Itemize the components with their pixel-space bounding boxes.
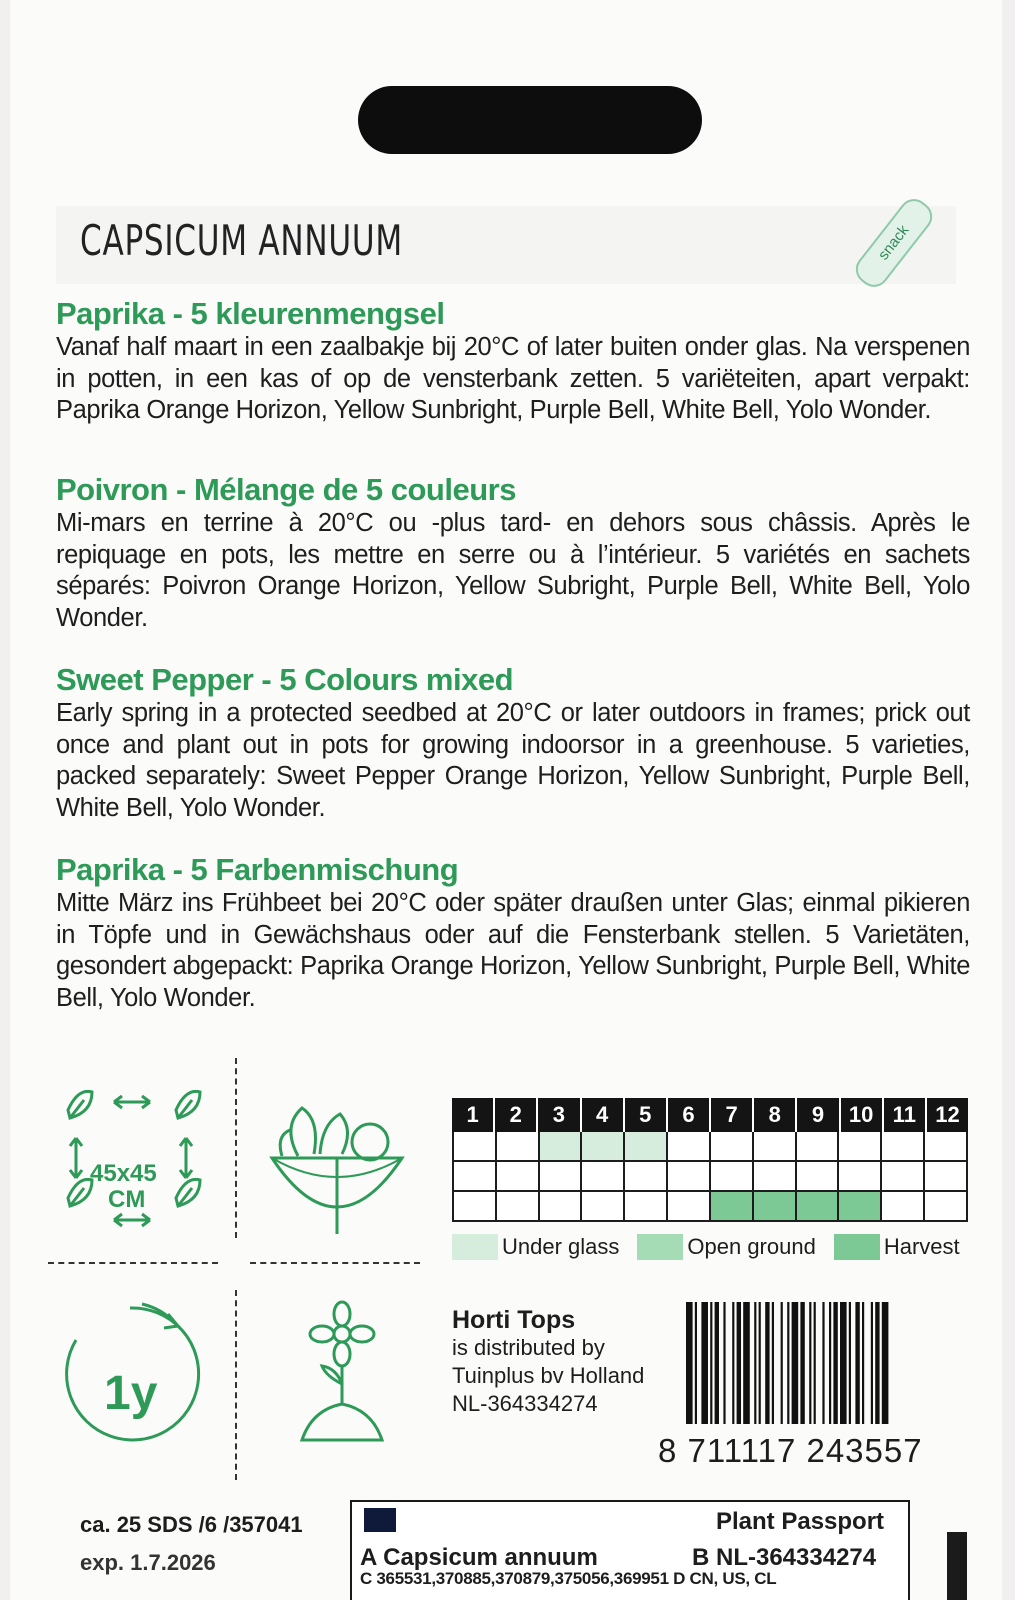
calendar-cell-under-glass — [754, 1132, 797, 1162]
barcode-bar — [715, 1302, 719, 1424]
spacing-unit: CM — [108, 1186, 146, 1213]
distributor-line: Tuinplus bv Holland — [452, 1363, 645, 1388]
barcode-bar — [781, 1302, 783, 1424]
divider-horizontal — [48, 1262, 218, 1264]
legend-swatch-open-ground — [637, 1234, 683, 1260]
barcode-bar — [701, 1302, 708, 1424]
species-name: CAPSICUM ANNUUM — [80, 216, 403, 265]
section-body: Mi-mars en terrine à 20°C ou -plus tard- en dehors sous châssis. Après le repiquage en pots, les mettre en serre ou à l’intérieur. 5 variétés en sachets séparés: Poivron Orange Horizon, Yellow Subright, Purple Bell, White Bell, Yolo Wonder. — [56, 509, 970, 632]
calendar-cell-open-ground — [839, 1162, 882, 1192]
calendar-cell-open-ground — [668, 1162, 711, 1192]
calendar-cell-under-glass — [668, 1132, 711, 1162]
section-french — [56, 472, 970, 634]
distributor-line: is distributed by — [452, 1335, 605, 1360]
snack-badge: snack — [850, 193, 938, 293]
calendar-cell-under-glass — [711, 1132, 754, 1162]
section-body: Mitte März ins Frühbeet bei 20°C oder später draußen unter Glas; einmal pikieren in Töpfe und in Gewächshaus oder auf die Fensterbank stellen. 5 Varietäten, gesondert abgepackt: Paprika Orange Horizon, Yellow Sunbright, Purple Bell, White Bell, Yolo Wonder. — [56, 889, 970, 1012]
barcode-bar — [822, 1302, 824, 1424]
legend-open-ground: Open ground — [687, 1234, 816, 1259]
barcode-bar — [809, 1302, 811, 1424]
barcode-digits: 8 711117 243557 — [658, 1432, 923, 1469]
barcode-bar — [829, 1302, 831, 1424]
distributor-block — [452, 1306, 644, 1418]
barcode-bar — [765, 1302, 769, 1424]
section-heading: Sweet Pepper - 5 Colours mixed — [56, 662, 514, 697]
passport-traceability: C 365531,370885,370879,375056,369951 D CN, US, CL — [360, 1569, 777, 1588]
calendar-month: 11 — [884, 1098, 927, 1132]
expiry-date: exp. 1.7.2026 — [80, 1550, 216, 1575]
passport-title: Plant Passport — [716, 1508, 885, 1535]
section-german — [56, 852, 970, 1014]
calendar-cell-open-ground — [540, 1162, 583, 1192]
calendar-cell-open-ground — [925, 1162, 968, 1192]
barcode-bar — [737, 1302, 741, 1424]
section-english — [56, 662, 970, 824]
barcode-bar — [875, 1302, 879, 1424]
barcode-bar — [871, 1302, 873, 1424]
barcode-bar — [723, 1302, 725, 1424]
calendar-month: 5 — [625, 1098, 668, 1132]
calendar-cell-under-glass — [797, 1132, 840, 1162]
calendar-cell-open-ground — [497, 1162, 540, 1192]
calendar-cell-harvest — [497, 1192, 540, 1222]
legend-harvest: Harvest — [883, 1234, 960, 1259]
spacing-value: 45x45 — [90, 1160, 157, 1187]
legend-under-glass: Under glass — [502, 1234, 620, 1259]
calendar-cell-harvest — [452, 1192, 497, 1222]
divider-horizontal — [250, 1262, 420, 1264]
barcode-bar — [743, 1302, 750, 1424]
barcode-bar — [772, 1302, 774, 1424]
calendar-cell-harvest — [797, 1192, 840, 1222]
vegetable-bowl-icon — [262, 1096, 412, 1246]
calendar-cell-under-glass — [882, 1132, 925, 1162]
section-body: Early spring in a protected seedbed at 20°C or later outdoors in frames; prick out once and plant out in pots for growing indoorsor in a greenhouse. 5 varieties, packed separately: Sweet Pepper Orange Horizon, Yellow Sunbright, Purple Bell, White Bell, Yolo Wonder. — [56, 699, 970, 822]
calendar-cell-harvest — [711, 1192, 754, 1222]
calendar-cell-open-ground — [711, 1162, 754, 1192]
calendar-legend — [452, 1234, 978, 1260]
calendar-month: 4 — [582, 1098, 625, 1132]
calendar-cell-open-ground — [452, 1162, 497, 1192]
distributor-line: NL-364334274 — [452, 1391, 598, 1416]
divider-vertical — [235, 1290, 237, 1480]
barcode-bar — [840, 1302, 847, 1424]
barcode-bar — [882, 1302, 889, 1424]
calendar-cell-under-glass — [540, 1132, 583, 1162]
lot-number: ca. 25 SDS /6 /357041 — [80, 1512, 303, 1537]
barcode-bar — [792, 1302, 799, 1424]
calendar-cell-open-ground — [797, 1162, 840, 1192]
brand-name: Horti Tops — [452, 1306, 576, 1334]
calendar-cell-harvest — [754, 1192, 797, 1222]
cycle-label: 1y — [104, 1367, 158, 1420]
barcode-bar — [849, 1302, 851, 1424]
calendar-month: 12 — [927, 1098, 968, 1132]
calendar-month: 8 — [754, 1098, 797, 1132]
calendar-cell-harvest — [625, 1192, 668, 1222]
section-dutch — [56, 296, 970, 427]
barcode-bar — [695, 1302, 697, 1424]
barcode-bar — [787, 1302, 789, 1424]
calendar-month: 3 — [538, 1098, 581, 1132]
calendar-cell-under-glass — [925, 1132, 968, 1162]
barcode-bar — [732, 1302, 734, 1424]
barcode-bar — [855, 1302, 859, 1424]
calendar-month: 2 — [495, 1098, 538, 1132]
barcode-bar — [759, 1302, 761, 1424]
hang-hole — [358, 86, 702, 154]
calendar-months — [452, 1098, 968, 1132]
barcode-bar — [833, 1302, 837, 1424]
calendar-row-under-glass — [452, 1132, 968, 1162]
barcode-bar — [710, 1302, 712, 1424]
calendar-cell-harvest — [540, 1192, 583, 1222]
section-body: Vanaf half maart in een zaalbakje bij 20°C of later buiten onder glas. Na verspenen in potten, in een kas of op de vensterbank zetten. 5 variëteiten, apart verpakt: Paprika Orange Horizon, Yellow Sunbright, Purple Bell, White Bell, Yolo Wonder. — [56, 333, 970, 424]
calendar-month: 10 — [841, 1098, 884, 1132]
calendar-month: 7 — [711, 1098, 754, 1132]
passport-botanical-name: A Capsicum annuum — [360, 1544, 598, 1571]
calendar-cell-harvest — [925, 1192, 968, 1222]
section-heading: Poivron - Mélange de 5 couleurs — [56, 472, 516, 507]
calendar-cell-under-glass — [582, 1132, 625, 1162]
calendar-cell-harvest — [668, 1192, 711, 1222]
legend-swatch-harvest — [834, 1234, 880, 1260]
eu-flag — [364, 1508, 396, 1532]
calendar-row-open-ground — [452, 1162, 968, 1192]
calendar-cell-open-ground — [754, 1162, 797, 1192]
legend-swatch-under-glass — [452, 1234, 498, 1260]
section-heading: Paprika - 5 Farbenmischung — [56, 852, 459, 887]
barcode-bar — [800, 1302, 804, 1424]
barcode-bar — [862, 1302, 864, 1424]
calendar-cell-under-glass — [452, 1132, 497, 1162]
calendar-month: 9 — [797, 1098, 840, 1132]
calendar-row-harvest — [452, 1192, 968, 1222]
sowing-calendar — [452, 1098, 968, 1222]
calendar-cell-under-glass — [625, 1132, 668, 1162]
calendar-cell-under-glass — [839, 1132, 882, 1162]
divider-vertical — [235, 1058, 237, 1238]
calendar-cell-harvest — [839, 1192, 882, 1222]
barcode-bar — [686, 1302, 693, 1424]
section-heading: Paprika - 5 kleurenmengsel — [56, 296, 445, 331]
passport-registration: B NL-364334274 — [692, 1544, 877, 1571]
calendar-cell-under-glass — [497, 1132, 540, 1162]
calendar-cell-open-ground — [582, 1162, 625, 1192]
calendar-cell-harvest — [582, 1192, 625, 1222]
edge-mark — [947, 1532, 967, 1600]
barcode-bar — [754, 1302, 756, 1424]
flower-soil-icon — [282, 1300, 402, 1470]
calendar-cell-open-ground — [625, 1162, 668, 1192]
barcode-bar — [814, 1302, 816, 1424]
calendar-month: 6 — [668, 1098, 711, 1132]
calendar-cell-open-ground — [882, 1162, 925, 1192]
calendar-cell-harvest — [882, 1192, 925, 1222]
calendar-month: 1 — [452, 1098, 495, 1132]
ean-barcode — [686, 1302, 950, 1430]
